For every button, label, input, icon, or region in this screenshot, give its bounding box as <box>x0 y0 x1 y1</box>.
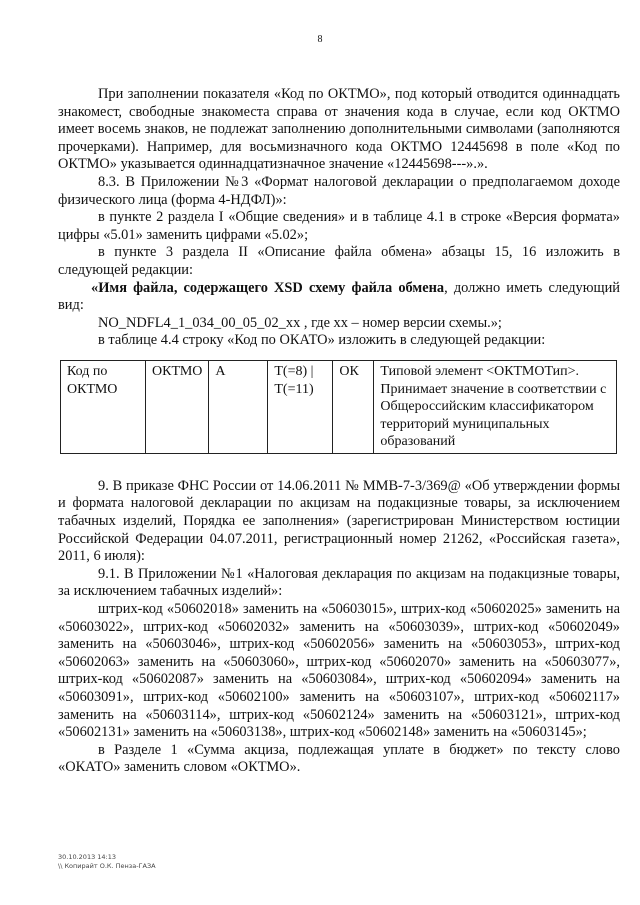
paragraph-9-1: 9.1. В Приложении №1 «Налоговая декларация по акцизам на подакцизные товары, за исключением табачных изделий»: <box>58 565 620 600</box>
paragraph-8-3: 8.3. В Приложении №3 «Формат налоговой декларации о предполагаемом доходе физического лица (форма 4-НДФЛ)»: <box>58 173 620 208</box>
paragraph-table-4-4: в таблице 4.4 строку «Код по ОКАТО» изложить в следующей редакции: <box>98 332 546 349</box>
paragraph-section-2: в пункте 3 раздела II «Описание файла обмена» абзацы 15, 16 изложить в следующей редакции: <box>58 244 620 278</box>
print-footer <box>58 853 156 871</box>
paragraph-barcodes: штрих-код «50602018» заменить на «50603015», штрих-код «50602025» заменить на «50603022», штрих-код «50602032» заменить на «50603039», штрих-код «50602049» заменить на «50603046», штрих-код «50602056» заменить на «50603053», штрих-код «50602063» заменить на «50603060», штрих-код «50602070» заменить на «50603077», штрих-код «50602087» заменить на «50603084», штрих-код «50602094» заменить на «50603091», штрих-код «50602100» заменить на «50603107», штрих-код «50602117» заменить на «50603114», штрих-код «50602124» заменить на «50603121», штрих-код «50602131» заменить на «50603138», штрих-код «50602148» заменить на «50603145»; <box>58 601 620 741</box>
table-cell-format-line2: Т(=11) <box>274 381 314 397</box>
table-cell-code: ОКТМО <box>146 360 209 453</box>
okato-row-table <box>60 360 617 454</box>
paragraph-section-1: в Разделе 1 «Сумма акциза, подлежащая уплате в бюджет» по тексту слово «ОКАТО» заменить словом «ОКТМО». <box>58 741 620 776</box>
document-body <box>58 86 620 777</box>
footer-copyright: \\ Копирайт О.К. Пенза-ГАЗА <box>58 862 156 870</box>
table-cell-attribute: ОК <box>333 360 374 453</box>
table-cell-format <box>268 360 333 453</box>
table-cell-name: Код по ОКТМО <box>61 360 146 453</box>
paragraph-format-version: в пункте 2 раздела I «Общие сведения» и в таблице 4.1 в строке «Версия формата» цифры «5.01» заменить цифрами «5.02»; <box>58 209 620 243</box>
paragraph-file-name <box>58 280 620 315</box>
paragraph-file-pattern: NO_NDFL4_1_034_00_05_02_xx , где xx – номер версии схемы.»; <box>98 314 502 331</box>
table-cell-description: Типовой элемент <ОКТМОТип>. Принимает значение в соответствии с Общероссийским классификатором территорий муниципальных образований <box>374 360 617 453</box>
file-name-bold-text: «Имя файла, содержащего XSD схему файла обмена <box>91 279 445 296</box>
footer-timestamp: 30.10.2013 14:13 <box>58 853 117 861</box>
file-name-rest-text: , должно иметь следующий вид: <box>58 279 620 314</box>
page-number: 8 <box>317 34 323 45</box>
table-cell-format-line1: Т(=8) | <box>274 363 314 379</box>
table-cell-type: А <box>209 360 268 453</box>
table-row <box>61 360 617 453</box>
paragraph-oktmo-fill-rule: При заполнении показателя «Код по ОКТМО», под который отводится одиннадцать знакомест, свободные знакоместа справа от значения кода в случае, если код ОКТМО имеет восемь знаков, не подлежат заполнению дополнительными символами (заполняются прочерками). Например, для восьмизначного кода ОКТМО 12445698 в поле «Код по ОКТМО» указывается одиннадцатизначное значение «12445698---».». <box>58 86 620 173</box>
paragraph-9: 9. В приказе ФНС России от 14.06.2011 № ММВ-7-3/369@ «Об утверждении формы и формата налоговой декларации по акцизам на подакцизные товары, за исключением табачных изделий, Порядка ее заполнения» (зарегистрирован Министерством юстиции Российской Федерации 04.07.2011, регистрационный номер 21262, «Российская газета», 2011, 6 июля): <box>58 477 620 565</box>
